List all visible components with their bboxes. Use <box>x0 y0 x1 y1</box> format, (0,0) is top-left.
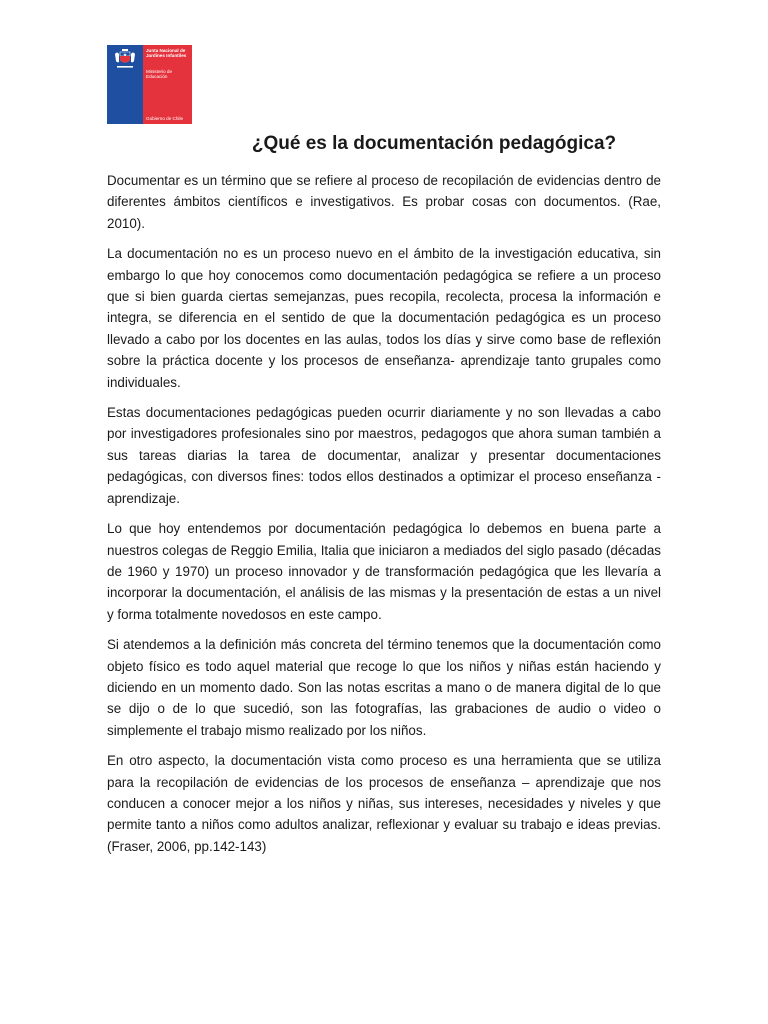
paragraph-4: Lo que hoy entendemos por documentación pedagógica lo debemos en buena parte a nuestros colegas de Reggio Emilia, Italia que iniciaron a mediados del siglo pasado (décadas de 1960 y 1970) un proceso innovador y de transformación pedagógica que les llevaría a incorporar la documentación, el análisis de las mismas y la presentación de estas a un nivel y forma totalmente novedosos en este campo. <box>107 521 661 622</box>
logo-government-name: Gobierno de Chile <box>146 115 184 121</box>
logo-red-panel <box>143 45 192 124</box>
logo-institution-name: Junta Nacional de Jardines Infantiles <box>146 48 187 59</box>
logo-blue-panel <box>107 45 143 124</box>
paragraph-2: La documentación no es un proceso nuevo en el ámbito de la investigación educativa, sin embargo lo que hoy conocemos como documentación pedagógica se refiere a un proceso que si bien guarda ciertas semejanzas, pues recopila, recolecta, procesa la información e integra, se diferencia en el sentido de que la documentación pedagógica es un proceso llevado a cabo por los docentes en las aulas, todos los días y sirve como base de reflexión sobre la práctica docente y los procesos de enseñanza- aprendizaje tanto grupales como individuales. <box>107 246 661 390</box>
jardines-infantiles-logo <box>107 45 192 124</box>
document-body <box>107 170 661 866</box>
chile-coat-of-arms-icon <box>111 48 139 70</box>
paragraph-6: En otro aspecto, la documentación vista como proceso es una herramienta que se utiliza para la recopilación de evidencias de los procesos de enseñanza – aprendizaje que nos conducen a conocer mejor a los niños y niñas, sus intereses, necesidades y niveles y que permite tanto a niños como adultos analizar, reflexionar y evaluar su trabajo e ideas previas. (Fraser, 2006, pp.142-143) <box>107 753 661 854</box>
logo-ministry-name: Ministerio de Educación <box>146 69 173 80</box>
paragraph-3: Estas documentaciones pedagógicas pueden ocurrir diariamente y no son llevadas a cabo por investigadores profesionales sino por maestros, pedagogos que ahora suman también a sus tareas diarias la tarea de documentar, analizar y presentar documentaciones pedagógicas, con diversos fines: todos ellos destinados a optimizar el proceso enseñanza - aprendizaje. <box>107 405 661 506</box>
paragraph-5: Si atendemos a la definición más concreta del término tenemos que la documentación como objeto físico es todo aquel material que recoge lo que los niños y niñas están haciendo y diciendo en un momento dado. Son las notas escritas a mano o de manera digital de lo que se dijo o de lo que sucedió, son las fotografías, las grabaciones de audio o video o simplemente el trabajo mismo realizado por los niños. <box>107 637 661 738</box>
document-title: ¿Qué es la documentación pedagógica? <box>251 133 617 154</box>
paragraph-1: Documentar es un término que se refiere al proceso de recopilación de evidencias dentro de diferentes ámbitos científicos e investigativos. Es probar cosas con documentos. (Rae, 2010). <box>107 173 661 231</box>
